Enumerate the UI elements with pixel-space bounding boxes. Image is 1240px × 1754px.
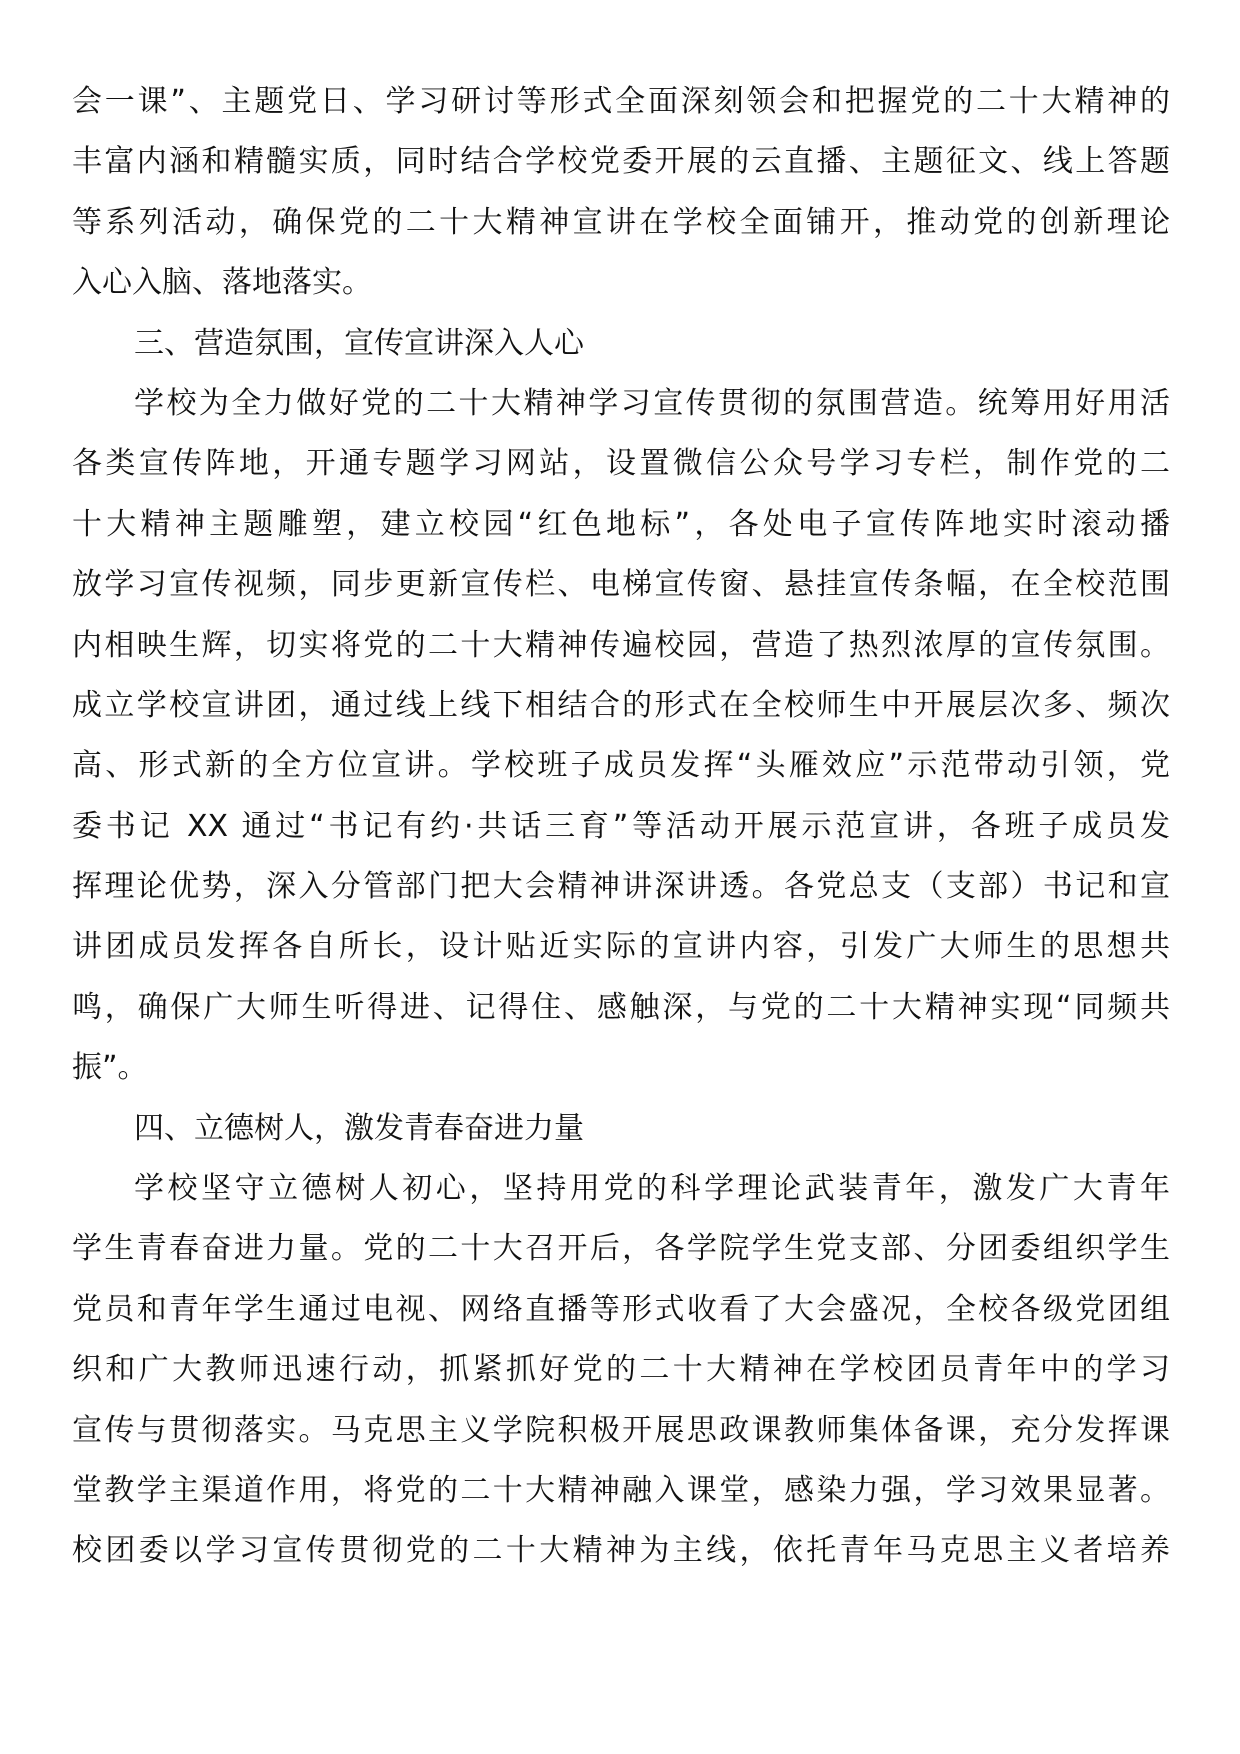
text-line: 会一课”、主题党日、学习研讨等形式全面深刻领会和把握党的二十大精神的 (72, 84, 1170, 119)
text-line: 学校为全力做好党的二十大精神学习宣传贯彻的氛围营造。统筹用好用活 (134, 385, 1170, 421)
text-line: 十大精神主题雕塑，建立校园“红色地标”，各处电子宣传阵地实时滚动播 (72, 506, 1170, 542)
text-line: 入心入脑、落地落实。 (72, 265, 372, 301)
text-line: 高、形式新的全方位宣讲。学校班子成员发挥“头雁效应”示范带动引领，党 (72, 748, 1170, 784)
text-line: 各类宣传阵地，开通专题学习网站，设置微信公众号学习专栏，制作党的二 (72, 446, 1170, 482)
text-line: 堂教学主渠道作用，将党的二十大精神融入课堂，感染力强，学习效果显著。 (72, 1472, 1170, 1508)
text-line: 等系列活动，确保党的二十大精神宣讲在学校全面铺开，推动党的创新理论 (72, 204, 1170, 240)
text-line: 挥理论优势，深入分管部门把大会精神讲深讲透。各党总支（支部）书记和宣 (72, 869, 1170, 905)
text-line: 校团委以学习宣传贯彻党的二十大精神为主线，依托青年马克思主义者培养 (72, 1533, 1170, 1569)
text-line: 委书记 XX 通过“书记有约·共话三育”等活动开展示范宣讲，各班子成员发 (72, 808, 1170, 844)
text-line: 宣传与贯彻落实。马克思主义学院积极开展思政课教师集体备课，充分发挥课 (72, 1412, 1170, 1448)
text-line: 党员和青年学生通过电视、网络直播等形式收看了大会盛况，全校各级党团组 (72, 1291, 1170, 1327)
section-heading: 四、立德树人，激发青春奋进力量 (134, 1110, 584, 1146)
document-page (72, 72, 1170, 1582)
text-line: 成立学校宣讲团，通过线上线下相结合的形式在全校师生中开展层次多、频次 (72, 687, 1170, 723)
text-line: 鸣，确保广大师生听得进、记得住、感触深，与党的二十大精神实现“同频共 (72, 989, 1170, 1025)
text-line: 丰富内涵和精髓实质，同时结合学校党委开展的云直播、主题征文、线上答题 (72, 144, 1170, 180)
text-line: 织和广大教师迅速行动，抓紧抓好党的二十大精神在学校团员青年中的学习 (72, 1352, 1170, 1388)
text-line: 讲团成员发挥各自所长，设计贴近实际的宣讲内容，引发广大师生的思想共 (72, 929, 1170, 965)
text-line: 学校坚守立德树人初心，坚持用党的科学理论武装青年，激发广大青年 (134, 1171, 1170, 1207)
text-line: 学生青春奋进力量。党的二十大召开后，各学院学生党支部、分团委组织学生 (72, 1231, 1170, 1267)
text-line: 放学习宣传视频，同步更新宣传栏、电梯宣传窗、悬挂宣传条幅，在全校范围 (72, 567, 1170, 603)
text-line: 内相映生辉，切实将党的二十大精神传遍校园，营造了热烈浓厚的宣传氛围。 (72, 627, 1170, 663)
text-line: 振”。 (72, 1050, 148, 1086)
section-heading: 三、营造氛围，宣传宣讲深入人心 (134, 325, 584, 361)
